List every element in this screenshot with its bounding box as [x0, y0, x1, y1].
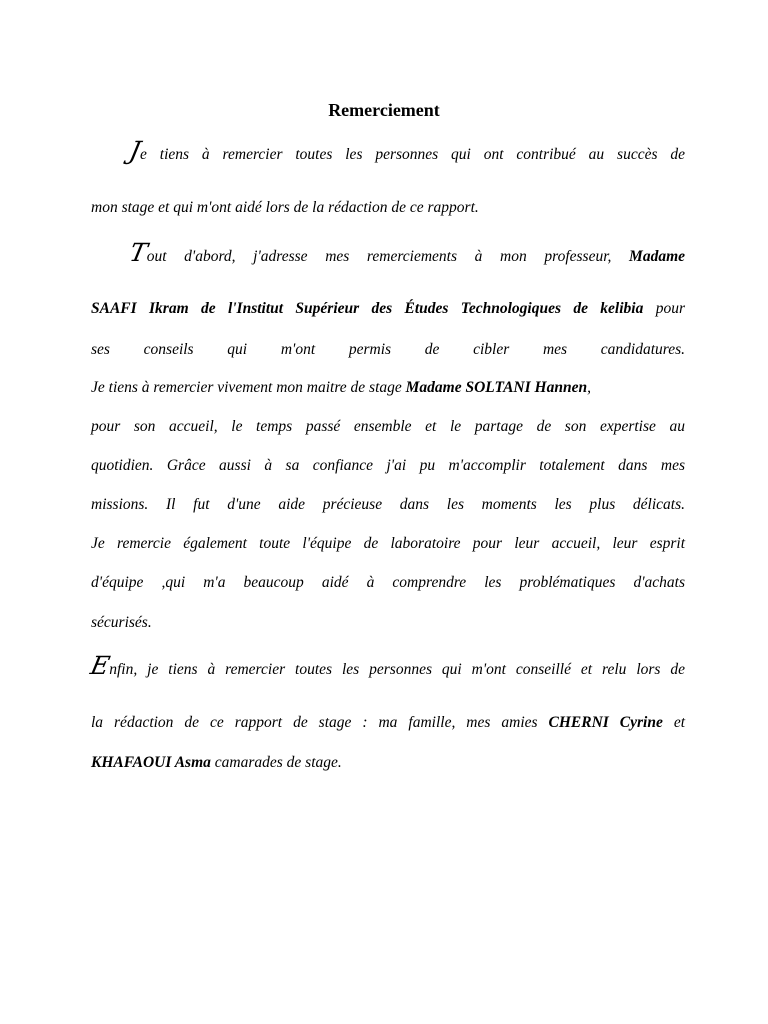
- paragraph-3-line-2: [91, 713, 685, 733]
- paragraph-2-line-1: [127, 238, 685, 267]
- name-bold: Madame: [629, 248, 685, 265]
- drop-cap-e: E: [88, 651, 113, 680]
- paragraph-1-line-2: mon stage et qui m'ont aidé lors de la rédaction de ce rapport.: [91, 199, 479, 216]
- text-span: pour: [655, 300, 685, 317]
- page-title: Remerciement: [328, 100, 440, 120]
- paragraph-2-line-10: sécurisés.: [91, 614, 152, 631]
- paragraph-2-line-6: quotidien. Grâce aussi à sa confiance j'ai pu m'accomplir totalement dans mes: [91, 457, 685, 474]
- paragraph-1-line-1: [127, 136, 685, 165]
- text-span: out d'abord, j'adresse mes remerciements à mon professeur,: [146, 248, 612, 265]
- text-span: e tiens à remercier toutes les personnes qui ont contribué au succès de: [140, 146, 685, 163]
- text-span: et: [673, 714, 686, 731]
- institution-bold: SAAFI Ikram de l'Institut Supérieur des Études Technologiques de kelibia: [91, 300, 644, 317]
- text-span: camarades de stage.: [214, 754, 342, 771]
- text-span: ,: [587, 379, 591, 396]
- paragraph-3-line-1: [88, 651, 685, 680]
- paragraph-2-line-7: missions. Il fut d'une aide précieuse dans les moments les plus délicats.: [91, 496, 685, 513]
- friend-name-bold: KHAFAOUI Asma: [91, 754, 211, 771]
- paragraph-2-line-2: [91, 299, 685, 319]
- supervisor-bold: Madame SOLTANI Hannen: [405, 379, 588, 396]
- drop-cap-t: T: [127, 238, 150, 267]
- paragraph-3-line-3: [91, 753, 685, 773]
- friend-name-bold: CHERNI Cyrine: [548, 714, 663, 731]
- paragraph-2-line-5: pour son accueil, le temps passé ensemble et le partage de son expertise au: [91, 418, 685, 435]
- text-span: Je tiens à remercier vivement mon maitre de stage: [91, 379, 402, 396]
- paragraph-2-line-9: d'équipe ,qui m'a beaucoup aidé à comprendre les problématiques d'achats: [91, 574, 685, 591]
- drop-cap-j: J: [127, 136, 144, 165]
- text-span: nfin, je tiens à remercier toutes les personnes qui m'ont conseillé et relu lors de: [109, 661, 685, 678]
- paragraph-2-line-8: Je remercie également toute l'équipe de laboratoire pour leur accueil, leur esprit: [91, 535, 685, 552]
- paragraph-2-line-3: ses conseils qui m'ont permis de cibler mes candidatures.: [91, 341, 685, 358]
- paragraph-2-line-4: [91, 378, 685, 398]
- text-span: la rédaction de ce rapport de stage : ma famille, mes amies: [91, 714, 538, 731]
